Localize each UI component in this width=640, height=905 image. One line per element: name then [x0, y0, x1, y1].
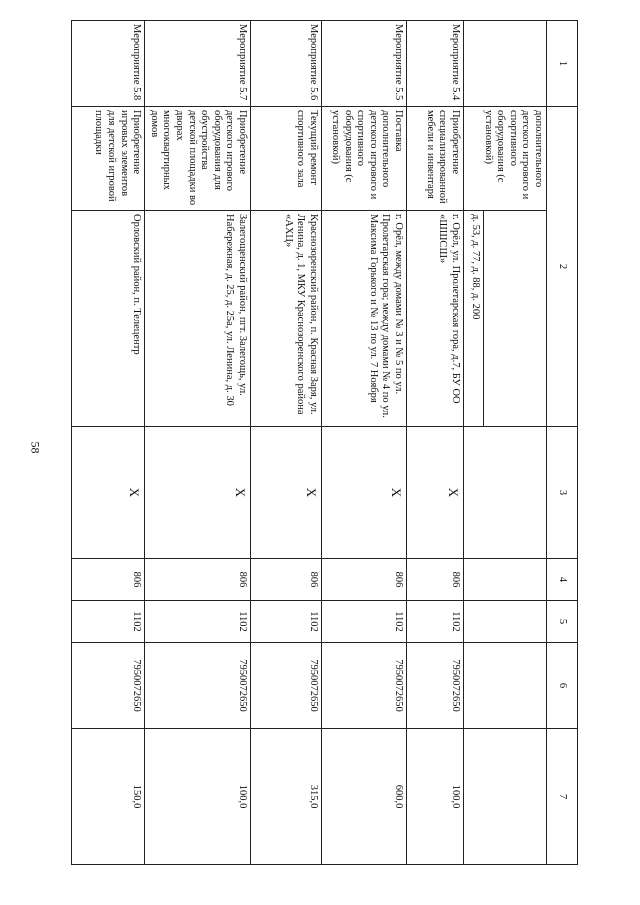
- row-mark: Х: [251, 427, 322, 559]
- row-col5: 1102: [72, 601, 145, 643]
- row-description: Текущий ремонт спортивного зала: [251, 107, 322, 211]
- row-mark: Х: [407, 427, 464, 559]
- row-address: г. Орёл, между домами № 3 и № 5 по ул. Пролетарская гора; между домами № 4 по ул. Максима Горького и № 13 по ул. 7 Ноября: [322, 211, 407, 427]
- row-id-cell: [464, 21, 547, 107]
- row-col5: [464, 601, 547, 643]
- row-mark: Х: [322, 427, 407, 559]
- table-row: [145, 21, 251, 865]
- row-col6: 7950072650: [72, 643, 145, 729]
- header-cell-2: 2: [547, 107, 578, 427]
- header-cell-6: 6: [547, 643, 578, 729]
- header-cell-4: 4: [547, 559, 578, 601]
- header-cell-3: 3: [547, 427, 578, 559]
- row-col7: 315,0: [251, 729, 322, 865]
- row-col5: 1102: [251, 601, 322, 643]
- row-col4: 806: [72, 559, 145, 601]
- row-col5: 1102: [322, 601, 407, 643]
- table-row: [464, 21, 547, 865]
- row-description: Приобретение детского игрового оборудования для обустройства детской площадки во дворах многоквартирных домов: [145, 107, 251, 211]
- table-row: [72, 21, 145, 865]
- row-id: Мероприятие 5.8: [72, 21, 145, 107]
- row-address: г. Орёл, ул. Пролетарская гора, д.7, БУ ОО «ШШСШ»: [407, 211, 464, 427]
- row-col7: [464, 729, 547, 865]
- row-col6: [464, 643, 547, 729]
- row-col7: 100,0: [407, 729, 464, 865]
- row-description: Поставка дополнительного детского игрового и спортивного оборудования (с установкой): [322, 107, 407, 211]
- row-col4: [464, 559, 547, 601]
- row-col6: 7950072650: [145, 643, 251, 729]
- row-col7: 600,0: [322, 729, 407, 865]
- row-col6: 7950072650: [322, 643, 407, 729]
- row-col7: 100,0: [145, 729, 251, 865]
- row-col5: 1102: [407, 601, 464, 643]
- budget-table: [71, 20, 578, 865]
- table-row: [407, 21, 464, 865]
- row-id: Мероприятие 5.6: [251, 21, 322, 107]
- header-cell-5: 5: [547, 601, 578, 643]
- row-id: Мероприятие 5.5: [322, 21, 407, 107]
- row-description: Приобретение игровых элементов для детской игровой площадки: [72, 107, 145, 211]
- row-col6: 7950072650: [251, 643, 322, 729]
- row-col4: 806: [251, 559, 322, 601]
- header-row: [547, 21, 578, 865]
- row-col4: 806: [145, 559, 251, 601]
- row-address: Краснозоренский район, п. Красная Заря, ул. Ленина, д. 1, МКУ Краснозоренского района «АХЦ»: [251, 211, 322, 427]
- row-address: Залегощенский район, пгт. Залегощь, ул. Набережная, д. 25, д. 25а, ул. Ленина, д. 30: [145, 211, 251, 427]
- row-mark: Х: [145, 427, 251, 559]
- row-address-text: д. 53, д. 77, д. 88, д. 200: [466, 211, 484, 426]
- table-row: [251, 21, 322, 865]
- row-col7: 150,0: [72, 729, 145, 865]
- row-address: [464, 211, 547, 427]
- row-col6: 7950072650: [407, 643, 464, 729]
- row-mark-cell: [464, 427, 547, 559]
- row-col4: 806: [322, 559, 407, 601]
- table-row: [322, 21, 407, 865]
- row-col5: 1102: [145, 601, 251, 643]
- row-description: Приобретение специализированной мебели и инвентаря: [407, 107, 464, 211]
- row-id: Мероприятие 5.7: [145, 21, 251, 107]
- rotated-table-wrapper: [93, 20, 578, 864]
- header-cell-1: 1: [547, 21, 578, 107]
- row-col4: 806: [407, 559, 464, 601]
- row-description: дополнительного детского игрового и спортивного оборудования (с установкой): [464, 107, 547, 211]
- header-cell-7: 7: [547, 729, 578, 865]
- page-number: 58: [28, 441, 43, 454]
- row-address: Орловский район, п. Телецентр: [72, 211, 145, 427]
- row-mark: Х: [72, 427, 145, 559]
- row-id: Мероприятие 5.4: [407, 21, 464, 107]
